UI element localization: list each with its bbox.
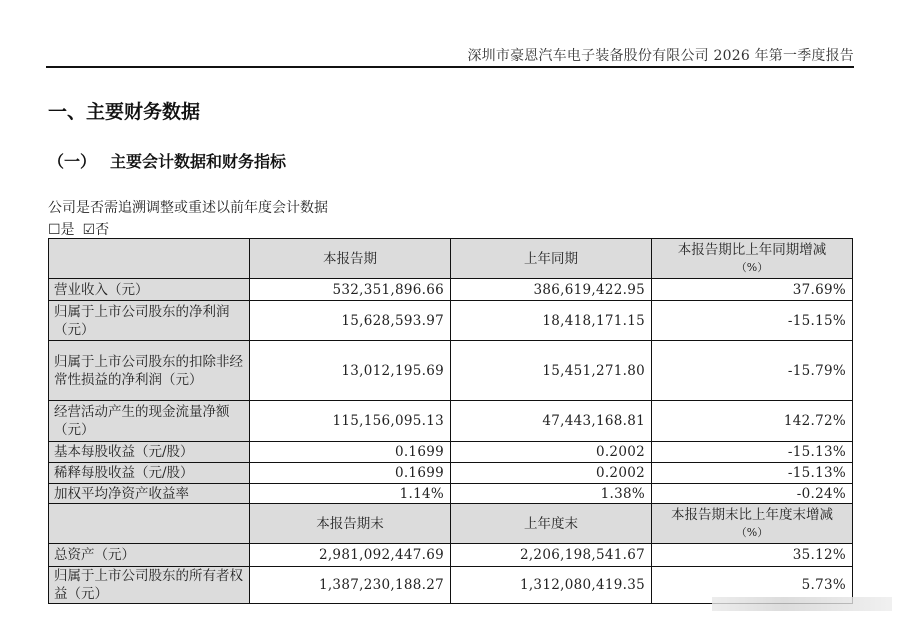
change-value: 142.72% (652, 401, 853, 442)
restatement-options (48, 219, 117, 239)
header-prior-period: 上年同期 (451, 239, 652, 279)
header-change (652, 239, 853, 279)
current-value: 1.14% (250, 484, 451, 504)
current-value: 532,351,896.66 (250, 279, 451, 301)
prior-value: 0.2002 (451, 463, 652, 484)
change-value: -15.79% (652, 341, 853, 401)
header-change-text: 本报告期末比上年度末增减 (671, 506, 833, 523)
header-change (652, 504, 853, 544)
prior-value: 1,312,080,419.35 (451, 567, 652, 604)
header-change-text: 本报告期比上年同期增减 (677, 241, 827, 258)
header-period-end: 本报告期末 (250, 504, 451, 544)
watermark-overlay (712, 597, 892, 611)
financial-data-table (48, 238, 853, 604)
table-row (49, 544, 853, 567)
table1-header-row (49, 239, 853, 279)
change-value: -15.13% (652, 442, 853, 463)
header-blank (49, 504, 250, 544)
header-blank (49, 239, 250, 279)
current-value: 1,387,230,188.27 (250, 567, 451, 604)
current-value: 13,012,195.69 (250, 341, 451, 401)
subsection-text: 主要会计数据和财务指标 (110, 152, 287, 171)
row-label: 归属于上市公司股东的所有者权益（元） (49, 567, 250, 604)
current-value: 0.1699 (250, 442, 451, 463)
row-label: 基本每股收益（元/股） (49, 442, 250, 463)
change-value: 35.12% (652, 544, 853, 567)
table-row (49, 401, 853, 442)
prior-value: 15,451,271.80 (451, 341, 652, 401)
prior-value: 386,619,422.95 (451, 279, 652, 301)
table-row (49, 279, 853, 301)
prior-value: 18,418,171.15 (451, 301, 652, 341)
table-row (49, 484, 853, 504)
header-divider (46, 66, 854, 68)
current-value: 115,156,095.13 (250, 401, 451, 442)
subsection-number: （一） (48, 152, 97, 171)
subsection-title (48, 149, 286, 172)
row-label: 经营活动产生的现金流量净额（元） (49, 401, 250, 442)
header-change-unit: （%） (735, 260, 769, 274)
table-row (49, 463, 853, 484)
prior-value: 2,206,198,541.67 (451, 544, 652, 567)
prior-value: 1.38% (451, 484, 652, 504)
prior-value: 0.2002 (451, 442, 652, 463)
header-prior-year-end: 上年度末 (451, 504, 652, 544)
row-label: 归属于上市公司股东的扣除非经常性损益的净利润（元） (49, 341, 250, 401)
prior-value: 47,443,168.81 (451, 401, 652, 442)
option-no-checkbox: ☑否 (82, 222, 110, 238)
section-title: 一、主要财务数据 (48, 101, 201, 123)
change-value: 37.69% (652, 279, 853, 301)
option-yes-checkbox: ☐是 (48, 222, 75, 238)
restatement-question: 公司是否需追溯调整或重述以前年度会计数据 (48, 200, 328, 216)
current-value: 0.1699 (250, 463, 451, 484)
row-label: 稀释每股收益（元/股） (49, 463, 250, 484)
row-label: 加权平均净资产收益率 (49, 484, 250, 504)
row-label: 营业收入（元） (49, 279, 250, 301)
change-value: -15.15% (652, 301, 853, 341)
report-header-title: 深圳市豪恩汽车电子装备股份有限公司 2026 年第一季度报告 (467, 48, 854, 64)
header-change-unit: （%） (735, 525, 769, 539)
change-value: -15.13% (652, 463, 853, 484)
table-row (49, 442, 853, 463)
header-current-period: 本报告期 (250, 239, 451, 279)
row-label: 总资产（元） (49, 544, 250, 567)
current-value: 15,628,593.97 (250, 301, 451, 341)
table-row (49, 341, 853, 401)
change-value: 5.73% (652, 567, 853, 604)
row-label: 归属于上市公司股东的净利润（元） (49, 301, 250, 341)
table-row (49, 301, 853, 341)
change-value: -0.24% (652, 484, 853, 504)
table2-header-row (49, 504, 853, 544)
current-value: 2,981,092,447.69 (250, 544, 451, 567)
